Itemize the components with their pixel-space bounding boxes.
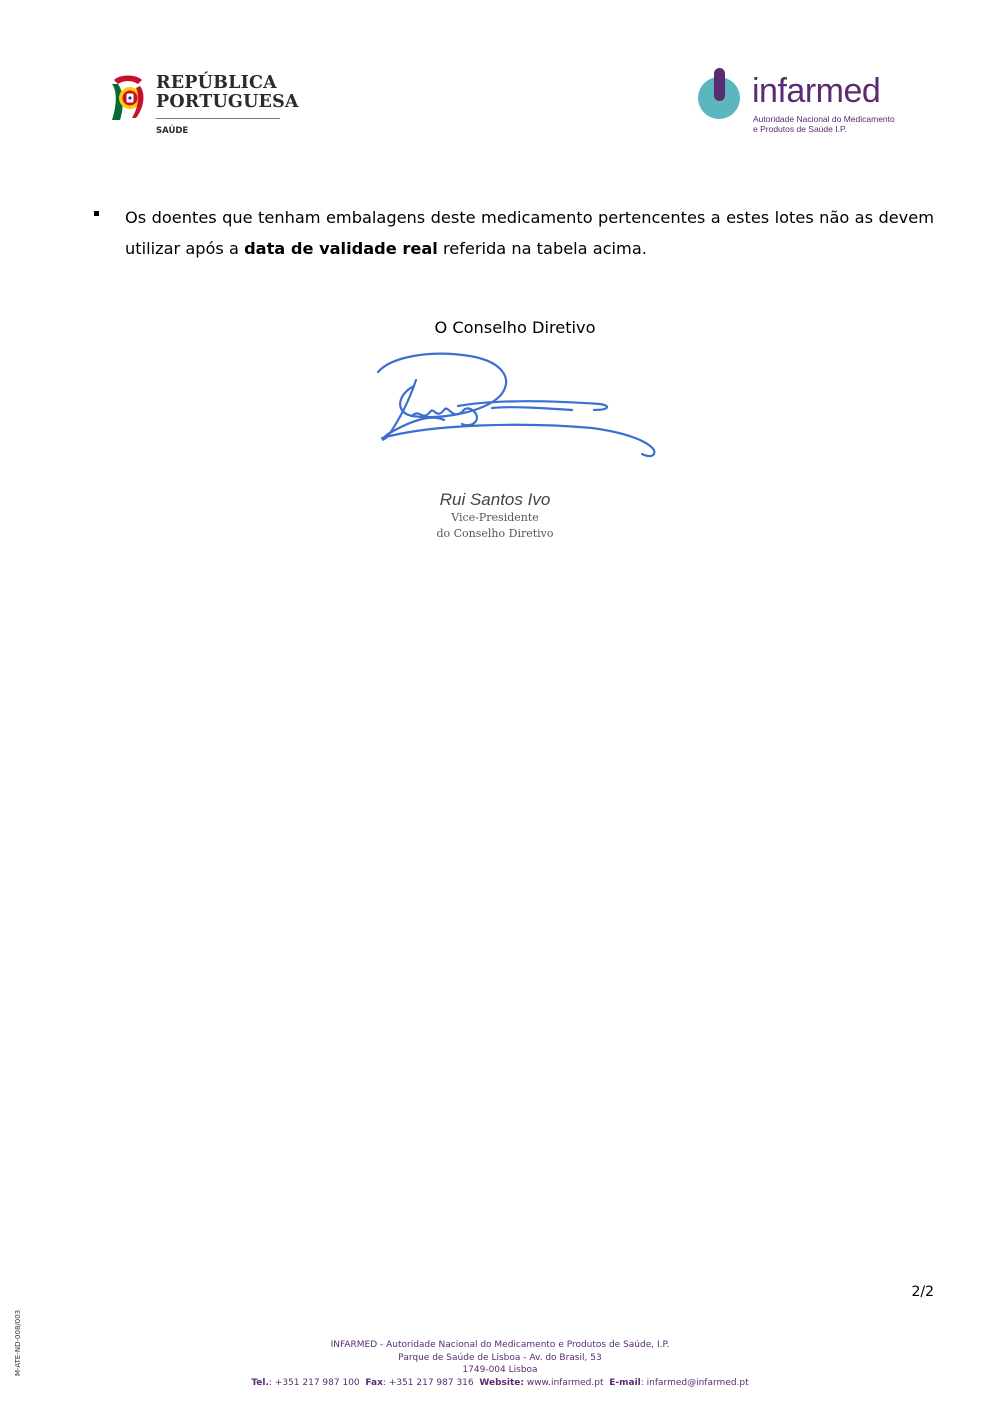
republica-portuguesa-wordmark	[156, 74, 299, 112]
signatory-body: do Conselho Diretivo	[436, 527, 554, 540]
footer-contacts	[0, 1377, 1000, 1390]
logo-divider	[156, 118, 280, 119]
footer-website-link[interactable]: www.infarmed.pt	[523, 1377, 604, 1388]
republica-portuguesa-logo	[110, 72, 299, 142]
footer-fax-value: : +351 217 987 316	[382, 1377, 474, 1388]
footer-email-label: E-mail	[609, 1377, 641, 1388]
signatory-name: Rui Santos Ivo	[439, 490, 551, 509]
infarmed-tagline-line1: Autoridade Nacional do Medicamento	[753, 114, 895, 124]
infarmed-logo	[696, 68, 906, 143]
republica-line1: REPÚBLICA	[156, 73, 277, 93]
infarmed-tagline-line2: e Produtos de Saúde I.P.	[753, 124, 847, 134]
footer-website-label: Website:	[479, 1377, 524, 1388]
bullet-text-bold: data de validade real	[244, 239, 438, 258]
signatory-role: Vice-Presidente	[451, 511, 539, 524]
footer-fax-label: Fax	[365, 1377, 383, 1388]
infarmed-tagline	[753, 114, 895, 134]
bullet-text-start: Os doentes que tenham embalagens deste medicamento pertencentes a estes lotes não as devem utilizar após a	[125, 208, 934, 258]
page-number: 2/2	[911, 1284, 934, 1300]
bullet-text-end: referida na tabela acima.	[437, 239, 647, 258]
footer-tel-label: Tel.	[251, 1377, 269, 1388]
infarmed-wordmark: infarmed	[752, 72, 881, 110]
bullet-paragraph	[125, 202, 934, 264]
document-code-text: M-ATE-ND-008/003	[14, 1309, 22, 1376]
footer-organization: INFARMED - Autoridade Nacional do Medicamento e Produtos de Saúde, I.P.	[330, 1340, 670, 1350]
bullet-square-icon	[94, 211, 99, 216]
signature-icon	[372, 350, 664, 468]
footer	[0, 1339, 1000, 1389]
infarmed-symbol-icon	[696, 68, 746, 120]
council-title: O Conselho Diretivo	[434, 318, 596, 337]
footer-address: Parque de Saúde de Lisboa - Av. do Brasil, 53	[398, 1352, 602, 1363]
signatory-stamp	[395, 490, 595, 542]
ministry-label: SAÚDE	[156, 126, 189, 136]
footer-email-link[interactable]: : infarmed@infarmed.pt	[640, 1377, 749, 1388]
footer-tel-value: : +351 217 987 100	[268, 1377, 360, 1388]
footer-postal-code: 1749-004 Lisboa	[462, 1365, 538, 1375]
portuguese-emblem-icon	[110, 74, 146, 122]
republica-line2: PORTUGUESA	[156, 92, 299, 112]
